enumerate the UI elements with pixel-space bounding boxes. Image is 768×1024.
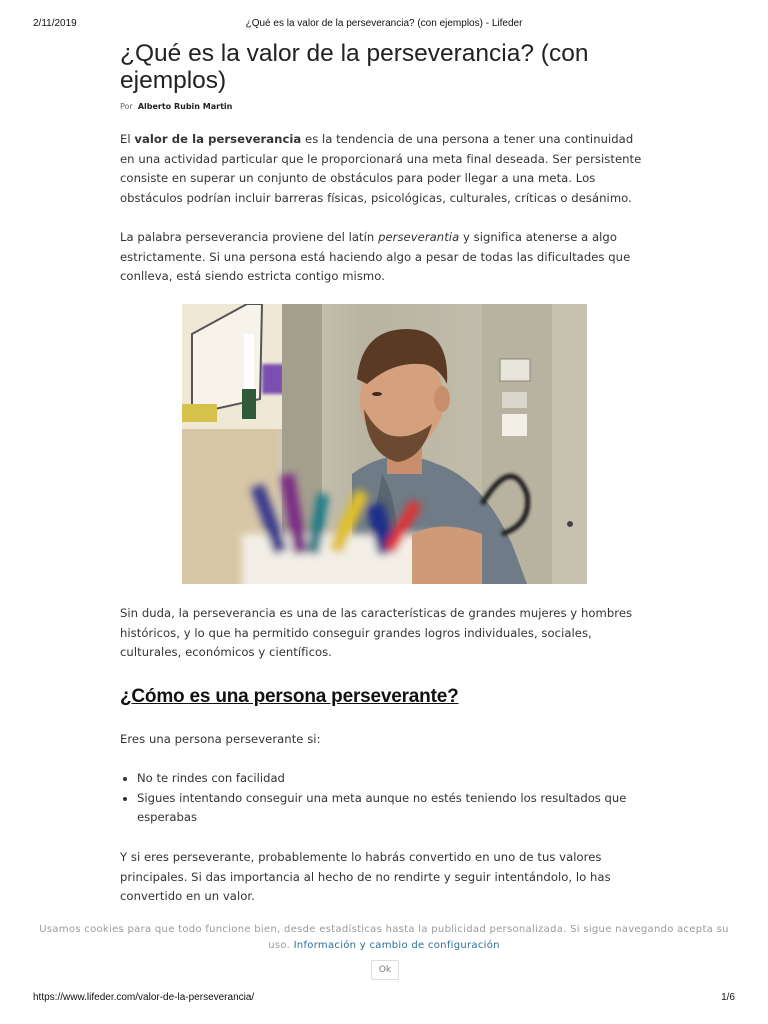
- cookie-settings-link[interactable]: Información y cambio de configuración: [293, 940, 500, 951]
- paragraph-list-intro: Eres una persona perseverante si:: [120, 732, 321, 746]
- p1-bold: valor de la perseverancia: [134, 132, 302, 146]
- print-date: 2/11/2019: [33, 18, 77, 29]
- print-url: https://www.lifeder.com/valor-de-la-perseverancia/: [33, 992, 255, 1003]
- print-header: [0, 18, 768, 32]
- cookie-banner: [0, 922, 768, 954]
- list-item: • No te rindes con facilidad: [137, 769, 657, 789]
- p2-italic: perseverantia: [378, 230, 460, 244]
- article: [120, 40, 650, 903]
- man-at-desk-photo: [182, 304, 587, 584]
- paragraph-historical: Sin duda, la perseverancia es una de las características de grandes mujeres y hombres históricos, y lo que ha permitido conseguir grandes logros individuales, sociales, culturales, económicos y científicos.: [120, 606, 633, 659]
- paragraph-conclusion: Y si eres perseverante, probablemente lo habrás convertido en uno de tus valores principales. Si das importancia al hecho de no rendirte y seguir intentándolo, lo has convertido en un valor.: [120, 850, 611, 903]
- traits-list: [120, 769, 657, 828]
- p2-lead: La palabra perseverancia proviene del latín: [120, 230, 379, 244]
- cookie-ok-button[interactable]: Ok: [371, 960, 399, 980]
- p2-rest: y significa atenerse a algo estrictamente. Si una persona está haciendo algo a pesar de todas las dificultades que conlleva, está siendo estricta contigo mismo.: [120, 230, 631, 283]
- section-heading: ¿Cómo es una persona perseverante?: [120, 686, 459, 707]
- paragraph-etymology: [120, 228, 650, 287]
- author-link[interactable]: Alberto Rubin Martin: [137, 102, 233, 111]
- article-title: ¿Qué es la valor de la perseverancia? (con ejemplos): [120, 40, 589, 94]
- p1-lead: El: [120, 132, 135, 146]
- p1-rest: es la tendencia de una persona a tener una continuidad en una actividad particular que le proporcionará una meta final deseada. Ser persistente consiste en superar un conjunto de obstáculos para poder llegar a una meta. Los obstáculos podrían incluir barreras físicas, psicológicas, culturales, críticas o desánimo.: [120, 132, 642, 205]
- byline: [120, 102, 650, 114]
- byline-prefix: Por: [120, 102, 133, 111]
- list-item: • Sigues intentando conseguir una meta aunque no estés teniendo los resultados que esperabas: [137, 789, 657, 828]
- paragraph-intro: [120, 130, 650, 208]
- cookie-text: Usamos cookies para que todo funcione bien, desde estadísticas hasta la publicidad personalizada. Si sigue navegando acepta su uso.: [39, 924, 729, 951]
- print-page-title: ¿Qué es la valor de la perseverancia? (con ejemplos) - Lifeder: [245, 18, 523, 29]
- print-footer: [0, 992, 768, 1006]
- article-photo: [182, 304, 587, 584]
- page-number: 1/6: [721, 992, 735, 1003]
